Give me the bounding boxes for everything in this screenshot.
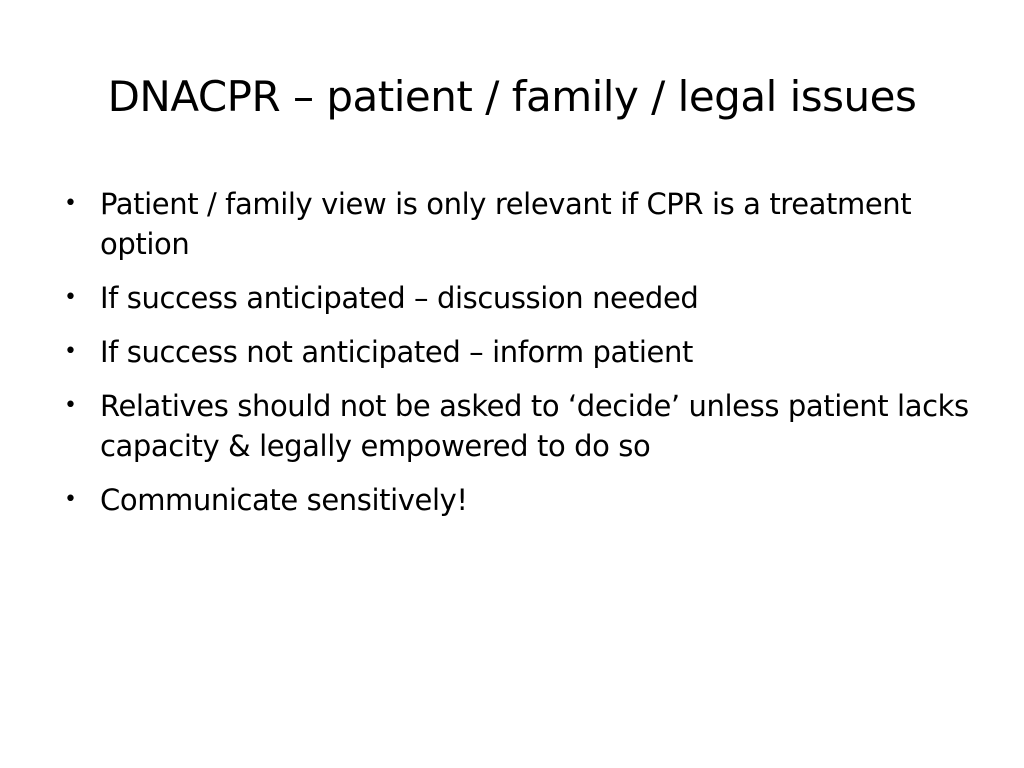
bullet-dot-icon: • [64, 285, 77, 310]
slide-title: DNACPR – patient / family / legal issues [107, 72, 917, 121]
bullet-dot-icon: • [64, 191, 77, 216]
bullet-list [62, 184, 982, 534]
bullet-text: Communicate sensitively! [100, 483, 468, 517]
bullet-dot-icon: • [64, 487, 77, 512]
bullet-item-4 [62, 386, 982, 466]
bullet-dot-icon: • [64, 393, 77, 418]
bullet-text: Relatives should not be asked to ‘decide’ unless patient lacks capacity & legally empowered to do so [100, 389, 969, 463]
bullet-dot-icon: • [64, 339, 77, 364]
bullet-item-2 [62, 278, 982, 318]
bullet-item-3 [62, 332, 982, 372]
bullet-text: If success anticipated – discussion needed [100, 281, 699, 315]
bullet-text: Patient / family view is only relevant if CPR is a treatment option [100, 187, 912, 261]
bullet-text: If success not anticipated – inform patient [100, 335, 693, 369]
bullet-item-1 [62, 184, 982, 264]
bullet-item-5 [62, 480, 982, 520]
